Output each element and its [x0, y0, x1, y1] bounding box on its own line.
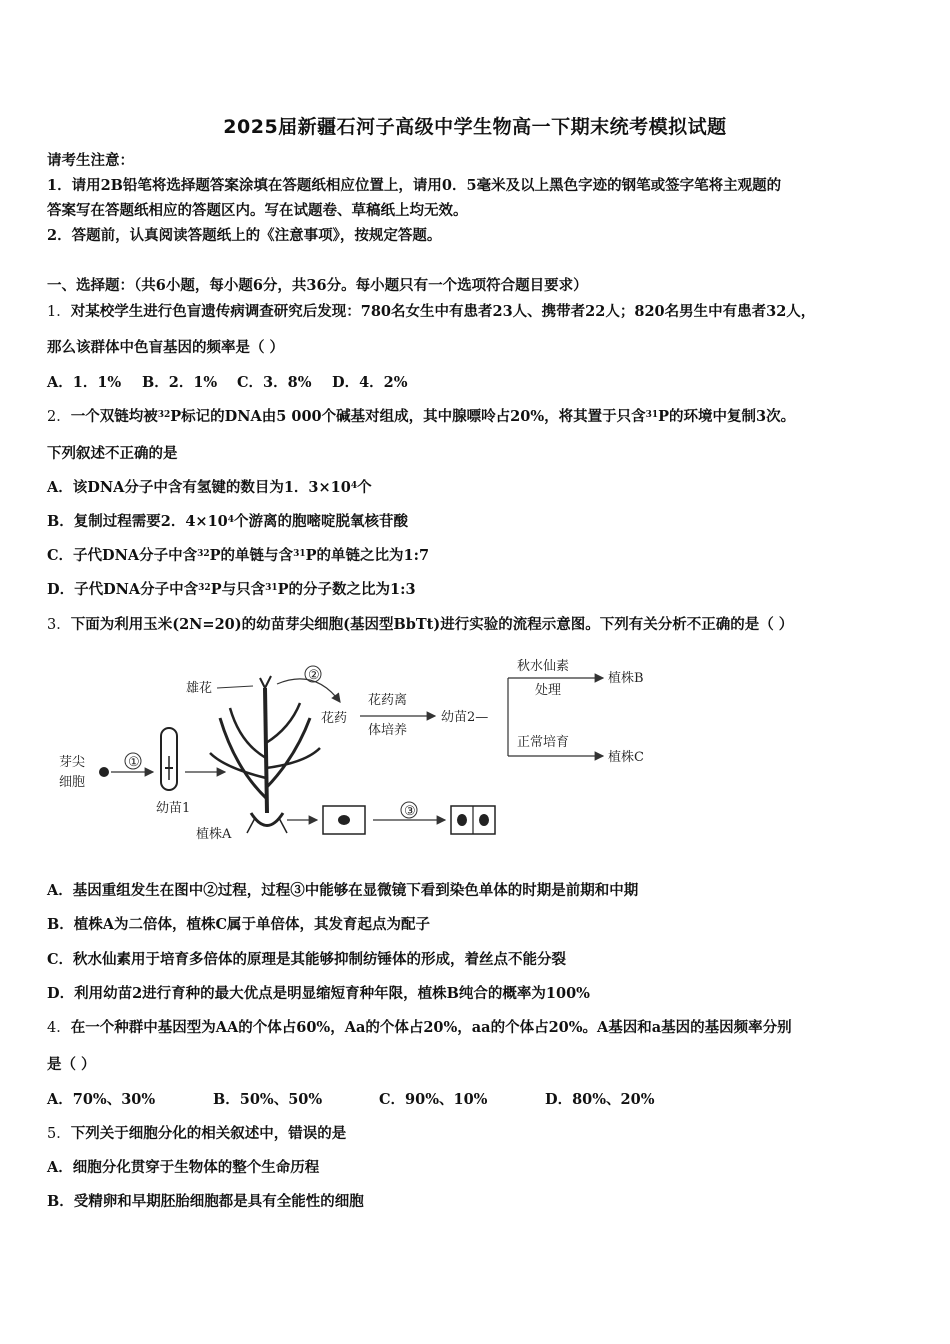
q2-option-c-text-1: C．子代DNA分子中含 — [47, 547, 198, 564]
notice-item-1-line-2: 答案写在答题纸相应的答题区内。写在试题卷、草稿纸上均无效。 — [47, 202, 468, 219]
q2-option-c-text-3: P的单链之比为1:7 — [305, 547, 430, 564]
section-heading: 一、选择题：（共6小题，每小题6分，共36分。每小题只有一个选项符合题目要求） — [47, 277, 588, 294]
question-1-line-1 — [47, 302, 815, 322]
q5-option-a[interactable]: A．细胞分化贯穿于生物体的整个生命历程 — [47, 1159, 320, 1176]
q2-option-d[interactable] — [47, 580, 416, 600]
q2-option-a[interactable] — [47, 478, 372, 498]
step-1-label: ① — [128, 755, 140, 770]
page-title: 2025届新疆石河子高级中学生物高一下期末统考模拟试题 — [223, 116, 727, 138]
step-2-label: ② — [308, 668, 320, 683]
q1-option-c[interactable]: C．3．8% — [237, 374, 312, 391]
notice-heading: 请考生注意： — [47, 152, 134, 169]
bud-cell-dot — [99, 767, 109, 777]
question-4-number: 4． — [47, 1020, 71, 1036]
q2-option-c-sup-31: 31 — [293, 549, 306, 559]
plant-b-label: 植株B — [608, 671, 644, 686]
q1-option-d[interactable]: D．4．2% — [332, 374, 408, 391]
plant-c-label: 植株C — [608, 750, 644, 765]
q2-option-c-sup-32: 32 — [197, 549, 210, 559]
q2-option-b-text-1: B．复制过程需要2．4×10 — [47, 513, 228, 530]
question-4-line-2: 是（ ） — [47, 1056, 96, 1073]
colchicine-label-2: 处理 — [535, 683, 562, 698]
q2-stem-part-2: P标记的DNA由5 000个碱基对组成，其中腺嘌呤占20%，将其置于只含 — [170, 408, 646, 425]
q2-option-d-sup-32: 32 — [198, 583, 211, 593]
notice-item-1-line-1: 1．请用2B铅笔将选择题答案涂填在答题纸相应位置上，请用0．5毫米及以上黑色字迹的钢笔或签字笔将主观题的 — [47, 177, 782, 194]
question-4-line-1 — [47, 1018, 792, 1038]
question-1-number: 1． — [47, 304, 71, 320]
seedling-1-label: 幼苗1 — [156, 801, 191, 816]
question-3-number: 3． — [47, 617, 71, 633]
q2-option-b[interactable] — [47, 512, 408, 532]
question-3-line-1 — [47, 615, 793, 635]
anther-culture-label-1: 花药离 — [368, 693, 408, 708]
question-4-options — [47, 1090, 675, 1110]
anther-label: 花药 — [321, 711, 348, 726]
q3-option-c[interactable]: C．秋水仙素用于培育多倍体的原理是其能够抑制纺锤体的形成，着丝点不能分裂 — [47, 951, 567, 968]
q4-option-c[interactable]: C．90%、10% — [379, 1091, 488, 1108]
normal-culture-label: 正常培育 — [517, 735, 570, 750]
q3-option-d[interactable]: D．利用幼苗2进行育种的最大优点是明显缩短育种年限，植株B纯合的概率为100% — [47, 985, 590, 1002]
q2-option-c[interactable] — [47, 546, 429, 566]
q5-option-b[interactable]: B．受精卵和早期胚胎细胞都是具有全能性的细胞 — [47, 1193, 364, 1210]
q2-sup-31: 31 — [645, 410, 659, 420]
q2-option-a-text-2: 个 — [357, 479, 372, 496]
male-flower-label: 雄花 — [186, 681, 213, 696]
root-cell-nucleus — [338, 815, 350, 825]
question-4-stem: 在一个种群中基因型为AA的个体占60%，Aa的个体占20%，aa的个体占20%。A基因和a基因的基因频率分别 — [70, 1019, 792, 1036]
q2-option-c-text-2: P的单链与含 — [209, 547, 294, 564]
q2-option-b-sup: 4 — [227, 515, 235, 525]
q4-option-a[interactable]: A．70%、30% — [47, 1091, 156, 1108]
q2-sup-32: 32 — [157, 410, 171, 420]
bud-cell-label-2: 细胞 — [59, 775, 86, 790]
daughter-nucleus-2 — [479, 814, 489, 826]
q2-option-d-text-1: D．子代DNA分子中含 — [47, 581, 199, 598]
q4-option-d[interactable]: D．80%、20% — [545, 1091, 655, 1108]
q1-option-b[interactable]: B．2．1% — [142, 374, 218, 391]
anther-culture-label-2: 体培养 — [368, 723, 408, 738]
question-1-options — [47, 373, 427, 393]
corn-plant-a — [210, 676, 320, 833]
colchicine-label-1: 秋水仙素 — [517, 659, 570, 674]
daughter-nucleus-1 — [457, 814, 467, 826]
step-3-label: ③ — [404, 804, 416, 819]
q2-option-d-text-3: P的分子数之比为1:3 — [277, 581, 416, 598]
question-1-line-2: 那么该群体中色盲基因的频率是（ ） — [47, 339, 285, 356]
male-flower-pointer — [217, 686, 253, 688]
question-5-stem: 下列关于细胞分化的相关叙述中，错误的是 — [70, 1125, 347, 1142]
question-5-number: 5． — [47, 1126, 71, 1142]
seedling-2-label: 幼苗2— — [441, 710, 489, 725]
question-5-line-1 — [47, 1124, 346, 1144]
q4-option-b[interactable]: B．50%、50% — [213, 1091, 323, 1108]
breeding-flow-diagram — [55, 648, 675, 858]
q2-option-d-sup-31: 31 — [265, 583, 278, 593]
q2-stem-part-3: P的环境中复制3次。 — [658, 408, 796, 425]
question-3-stem: 下面为利用玉米(2N=20)的幼苗芽尖细胞(基因型BbTt)进行实验的流程示意图。下列有关分析不正确的是（ ） — [70, 616, 794, 633]
q1-option-a[interactable]: A．1．1% — [47, 374, 122, 391]
question-2-line-1 — [47, 407, 795, 427]
plant-a-label: 植株A — [196, 827, 232, 842]
q2-option-a-text-1: A．该DNA分子中含有氢键的数目为1．3×10 — [47, 479, 351, 496]
question-2-number: 2． — [47, 409, 71, 425]
q2-option-a-sup: 4 — [350, 481, 358, 491]
q3-option-b[interactable]: B．植株A为二倍体，植株C属于单倍体，其发育起点为配子 — [47, 916, 431, 933]
notice-item-2: 2．答题前，认真阅读答题纸上的《注意事项》，按规定答题。 — [47, 227, 442, 244]
q3-option-a[interactable]: A．基因重组发生在图中②过程，过程③中能够在显微镜下看到染色单体的时期是前期和中期 — [47, 882, 639, 899]
bud-cell-label-1: 芽尖 — [59, 755, 86, 770]
question-1-stem: 对某校学生进行色盲遗传病调查研究后发现：780名女生中有患者23人、携带者22人；820名男生中有患者32人， — [70, 303, 816, 320]
q2-option-d-text-2: P与只含 — [210, 581, 266, 598]
question-2-line-2: 下列叙述不正确的是 — [47, 445, 178, 462]
q2-option-b-text-2: 个游离的胞嘧啶脱氧核苷酸 — [234, 513, 409, 530]
q2-stem-part-1: 一个双链均被 — [70, 408, 158, 425]
